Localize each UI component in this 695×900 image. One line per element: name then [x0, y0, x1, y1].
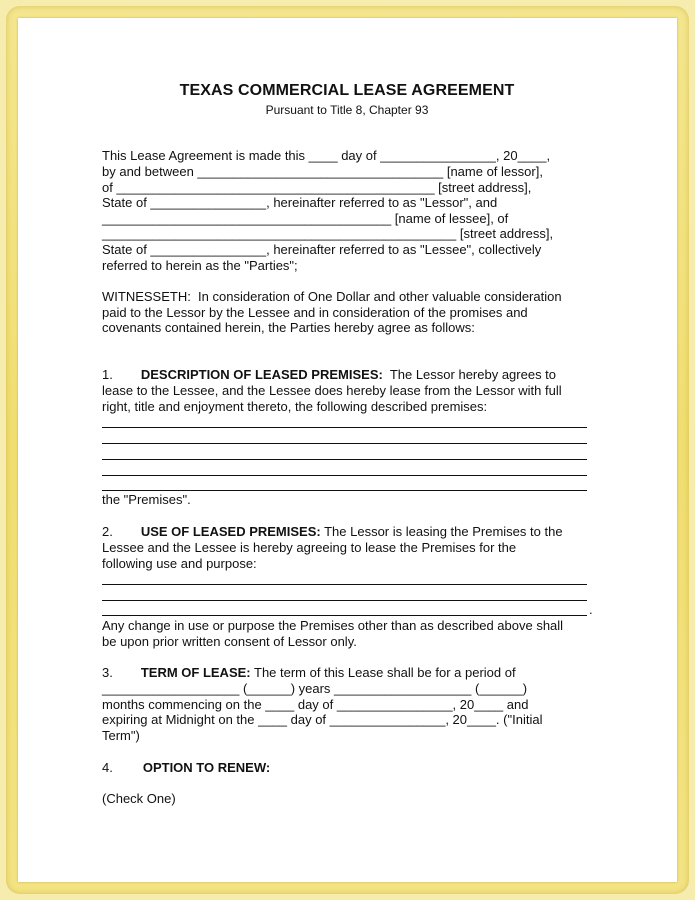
- blank-fill-line[interactable]: [102, 459, 587, 460]
- witnesseth-line: paid to the Lessor by the Lessee and in consideration of the promises and: [102, 305, 528, 320]
- intro-line: of ____________________________________________ [street address],: [102, 180, 532, 195]
- intro-line: State of ________________, hereinafter referred to as "Lessee", collectively: [102, 242, 542, 257]
- section-3-line: months commencing on the ____ day of ________________, 20____ and: [102, 697, 529, 712]
- section-4-note: (Check One): [102, 791, 176, 806]
- line-end-period: .: [589, 602, 593, 617]
- blank-fill-line[interactable]: [102, 584, 587, 585]
- section-3-line: Term"): [102, 728, 140, 743]
- witnesseth-line: covenants contained herein, the Parties hereby agree as follows:: [102, 320, 475, 335]
- section-2-closing-line: Any change in use or purpose the Premises other than as described above shall: [102, 618, 564, 633]
- section-1-line: right, title and enjoyment thereto, the following described premises:: [102, 399, 488, 414]
- blank-fill-line[interactable]: [102, 600, 587, 601]
- blank-fill-line[interactable]: [102, 427, 587, 428]
- section-4-number: 4.: [102, 760, 113, 775]
- blank-fill-line[interactable]: [102, 615, 587, 616]
- section-1-heading-line: [102, 367, 592, 383]
- section-1-text: The Lessor hereby agrees to: [382, 367, 557, 382]
- document-subtitle: Pursuant to Title 8, Chapter 93: [265, 103, 429, 117]
- intro-line: ________________________________________ [name of lessee], of: [102, 211, 509, 226]
- section-1-closing: the "Premises".: [102, 492, 191, 507]
- blank-fill-line[interactable]: [102, 475, 587, 476]
- section-2-heading: USE OF LEASED PREMISES:: [140, 524, 321, 539]
- intro-line: State of ________________, hereinafter referred to as "Lessor", and: [102, 195, 498, 210]
- section-2-text: The Lessor is leasing the Premises to the: [320, 524, 563, 539]
- section-3-heading: TERM OF LEASE:: [140, 665, 251, 680]
- section-3-text: The term of this Lease shall be for a period of: [250, 665, 516, 680]
- section-4-heading: OPTION TO RENEW:: [142, 760, 271, 775]
- section-3-line: ___________________ (______) years ___________________ (______): [102, 681, 528, 696]
- document-title: TEXAS COMMERCIAL LEASE AGREEMENT: [179, 82, 515, 99]
- intro-line: by and between __________________________________ [name of lessor],: [102, 164, 543, 179]
- section-1-number: 1.: [102, 367, 113, 382]
- blank-fill-line[interactable]: [102, 443, 587, 444]
- section-4-heading-line: [102, 760, 592, 776]
- section-3-number: 3.: [102, 665, 113, 680]
- section-1-heading: DESCRIPTION OF LEASED PREMISES:: [140, 367, 383, 382]
- section-2-number: 2.: [102, 524, 113, 539]
- section-2-line: Lessee and the Lessee is hereby agreeing to lease the Premises for the: [102, 540, 517, 555]
- intro-line: This Lease Agreement is made this ____ day of ________________, 20____,: [102, 148, 551, 163]
- witnesseth-line: WITNESSETH: In consideration of One Dollar and other valuable consideration: [102, 289, 562, 304]
- section-3-heading-line: [102, 665, 592, 681]
- blank-fill-line[interactable]: [102, 490, 587, 491]
- section-2-line: following use and purpose:: [102, 556, 257, 571]
- section-3-line: expiring at Midnight on the ____ day of ________________, 20____. ("Initial: [102, 712, 543, 727]
- section-2-closing-line: be upon prior written consent of Lessor only.: [102, 634, 357, 649]
- section-2-heading-line: [102, 524, 592, 540]
- section-1-line: lease to the Lessee, and the Lessee does hereby lease from the Lessor with full: [102, 383, 562, 398]
- intro-line: referred to herein as the "Parties";: [102, 258, 298, 273]
- intro-line: _________________________________________________ [street address],: [102, 226, 554, 241]
